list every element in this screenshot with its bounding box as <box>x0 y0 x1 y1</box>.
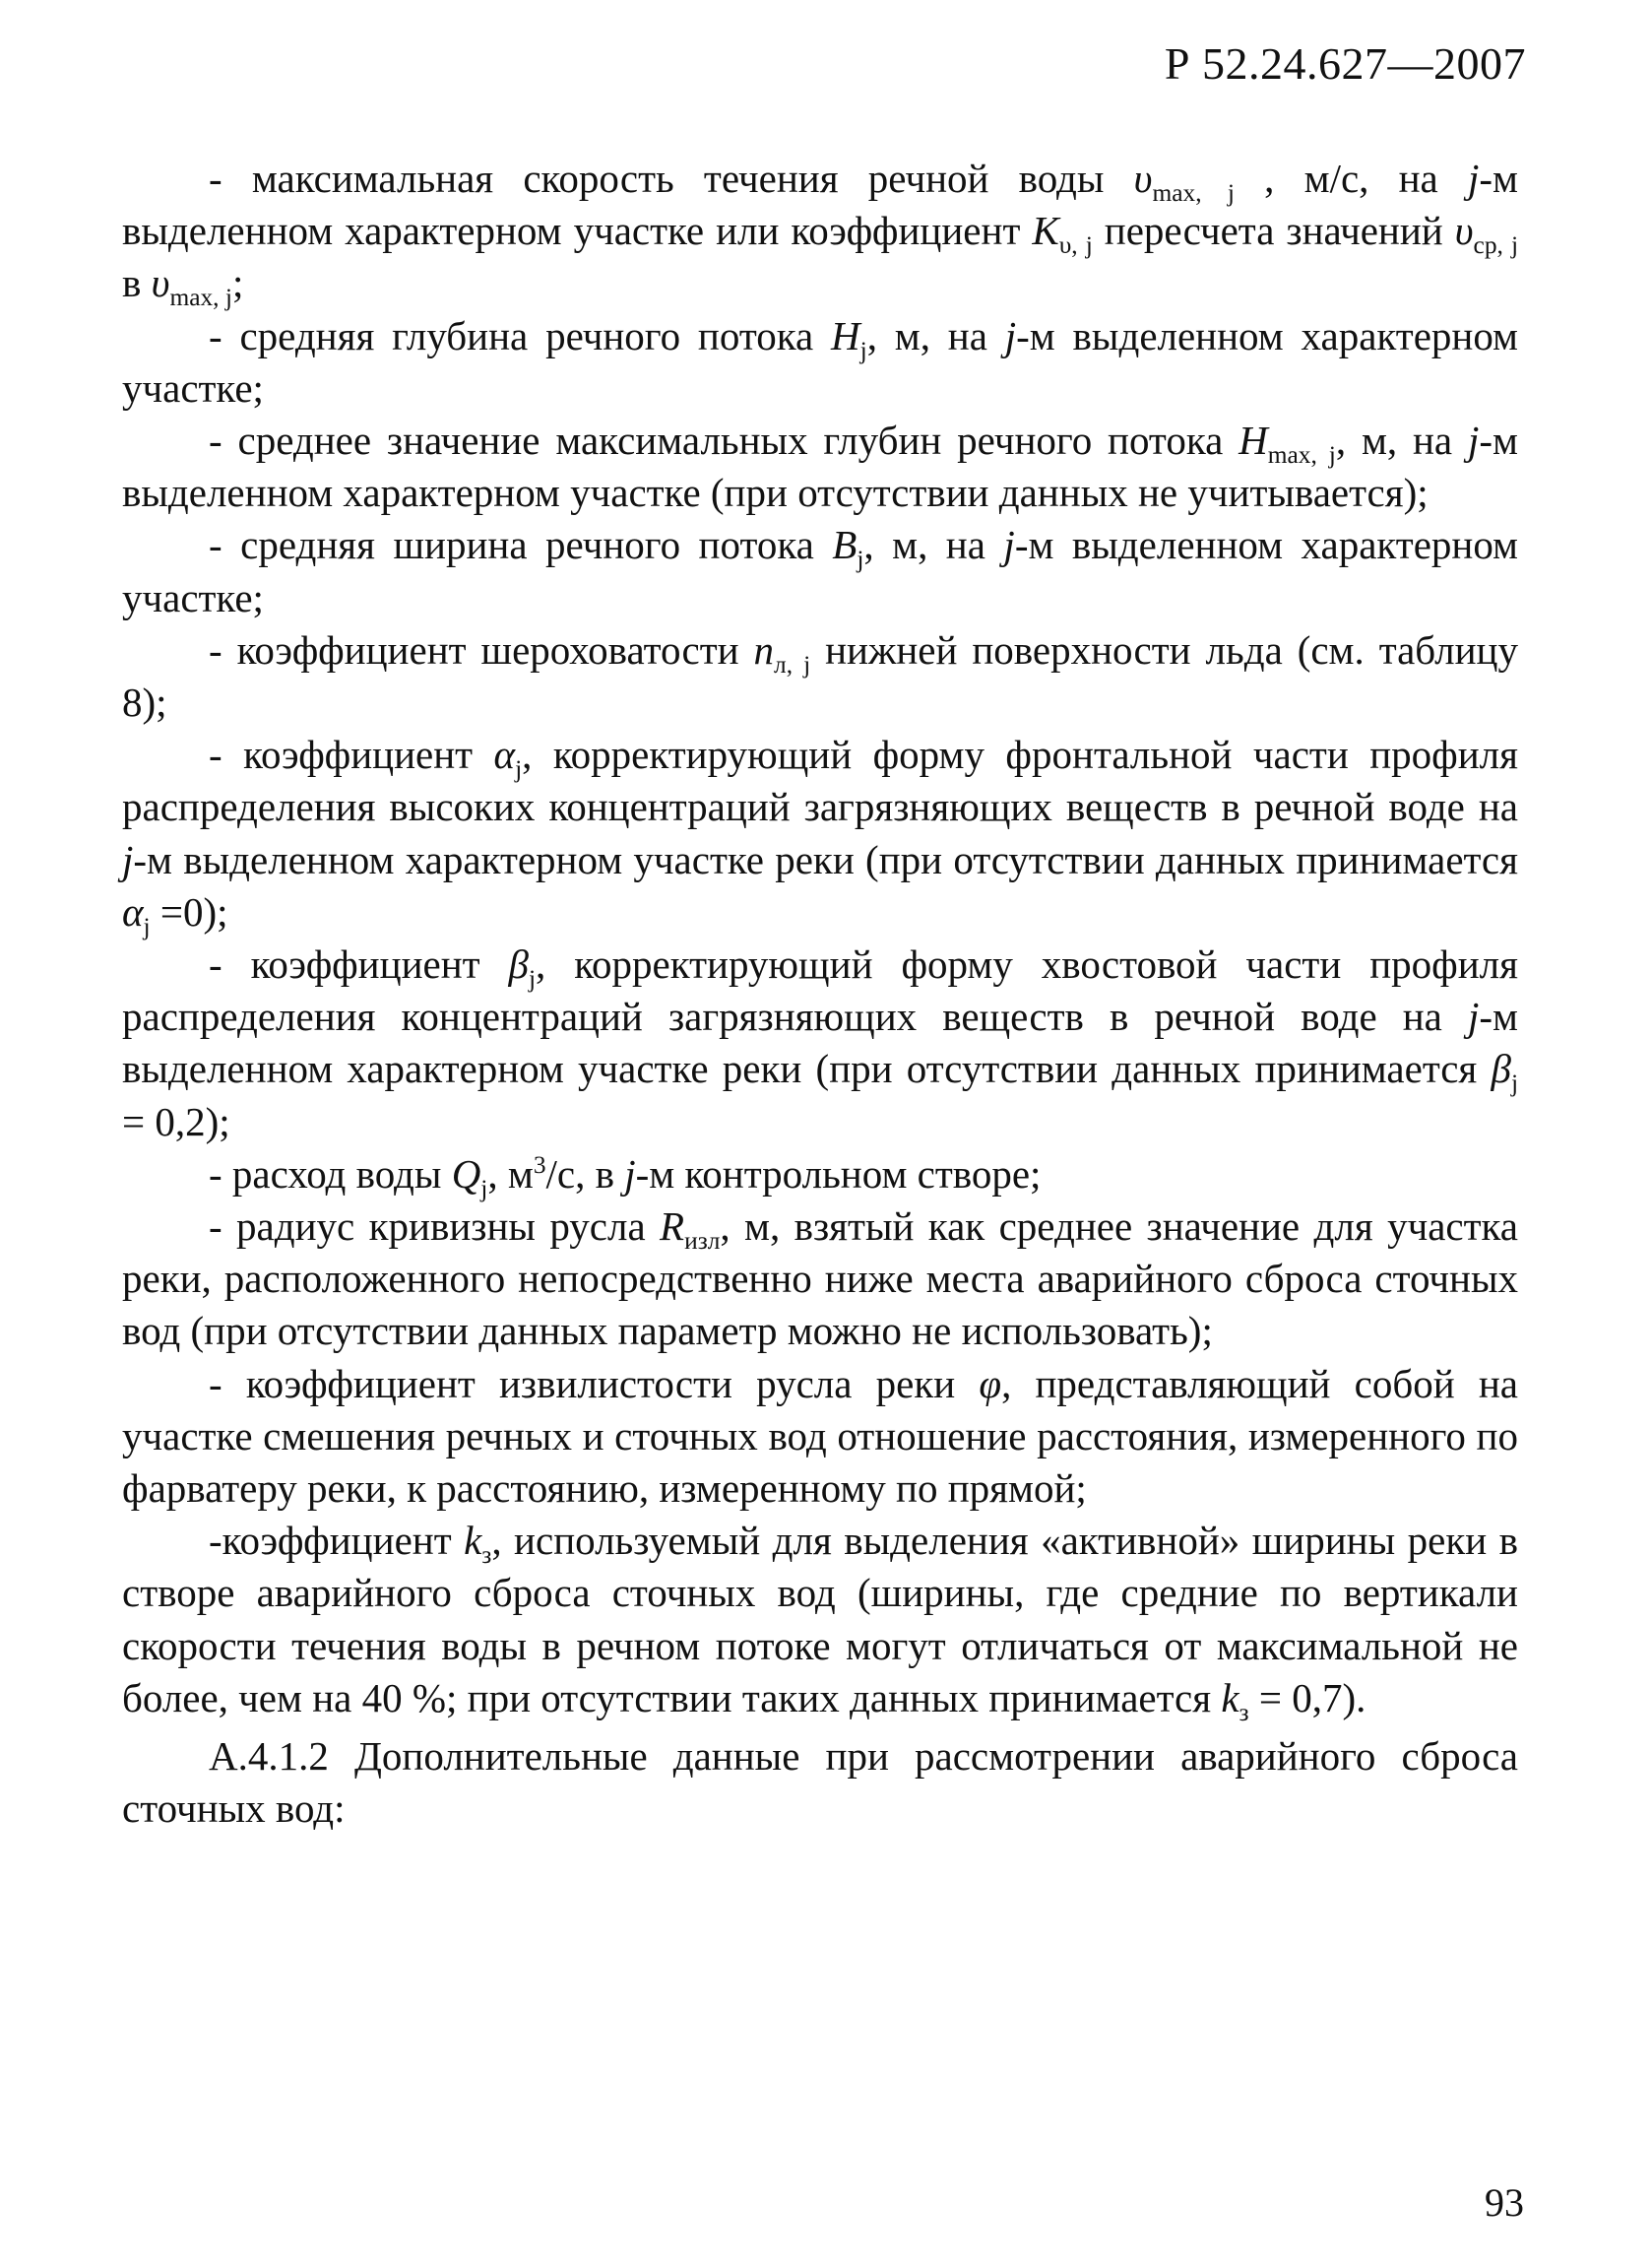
text-run: - коэффициент <box>209 941 509 988</box>
math-symbol: K <box>1032 208 1059 254</box>
math-subscript: изл <box>684 1226 721 1255</box>
math-symbol: k <box>1221 1674 1239 1720</box>
paragraph-roughness <box>122 624 1518 729</box>
math-symbol: β <box>1491 1046 1511 1092</box>
math-subscript: з <box>481 1541 492 1570</box>
math-symbol: υ <box>1133 156 1153 201</box>
paragraph-discharge <box>122 1148 1518 1200</box>
math-superscript: 3 <box>533 1150 546 1179</box>
text-run: пересчета значений <box>1092 208 1455 254</box>
section-heading-a412 <box>122 1730 1518 1835</box>
paragraph-active-width <box>122 1515 1518 1724</box>
math-symbol: φ <box>979 1360 1002 1406</box>
math-subscript: j <box>515 755 523 784</box>
text-run: /с, в <box>545 1150 625 1197</box>
text-run: - максимальная скорость течения речной воды <box>209 156 1134 201</box>
text-run: -м выделенном характерном участке реки (при отсутствии данных принимается <box>122 994 1518 1092</box>
math-symbol: k <box>464 1518 482 1564</box>
math-subscript: j <box>857 546 864 574</box>
text-run: -м контрольном створе; <box>635 1150 1042 1197</box>
math-symbol: α <box>122 888 144 935</box>
paragraph-velocity-max <box>122 153 1518 310</box>
math-subscript: л, j <box>774 650 811 679</box>
text-run: , м, на <box>863 522 1004 568</box>
math-symbol: j <box>1467 156 1480 201</box>
math-subscript: j <box>859 336 867 364</box>
text-run: -коэффициент <box>209 1518 465 1564</box>
text-run: в <box>122 260 152 306</box>
text-run: = 0,7). <box>1248 1674 1366 1720</box>
text-run: - радиус кривизны русла <box>209 1203 661 1250</box>
math-subscript: max, j <box>1152 178 1235 207</box>
math-subscript: max, j <box>1267 440 1336 469</box>
math-symbol: j <box>122 836 134 882</box>
math-subscript: max, j <box>169 284 232 312</box>
text-run: , представляющий собой на участке смешения речных и сточных вод отношение расстояния, измеренного по фарватеру реки, к расстоянию, измеренному по прямой; <box>122 1360 1518 1512</box>
paragraph-beta-coefficient <box>122 939 1518 1148</box>
text-run: -м выделенном характерном участке; <box>122 522 1518 620</box>
math-subscript: j <box>528 964 536 993</box>
text-run: - коэффициент <box>209 732 494 778</box>
math-symbol: j <box>1467 994 1480 1040</box>
paragraph-sinuosity <box>122 1358 1518 1516</box>
text-run: - средняя ширина речного потока <box>209 522 833 568</box>
text-run: , м, взятый как среднее значение для участка реки, расположенного непосредственно ниже места аварийного сброса сточных вод (при отсутствии данных параметр можно не использовать); <box>122 1203 1519 1354</box>
math-subscript: j <box>480 1174 488 1202</box>
math-symbol: j <box>624 1150 636 1197</box>
text-run: А.4.1.2 Дополнительные данные при рассмотрении аварийного сброса сточных вод: <box>122 1733 1518 1832</box>
math-subscript: j <box>1510 1069 1518 1098</box>
text-run: = 0,2); <box>122 1098 230 1144</box>
text-run: , используемый для выделения «активной» ширины реки в створе аварийного сброса сточных вод (ширины, где средние по вертикали скорости течения воды в речном потоке могут отличаться от максимальной не более, чем на 40 %; при отсутствии таких данных принимается <box>122 1518 1519 1720</box>
text-run: -м выделенном характерном участке; <box>122 312 1518 411</box>
text-run: -м выделенном характерном участке или коэффициент <box>122 156 1518 254</box>
math-subscript: j <box>143 912 151 940</box>
math-symbol: j <box>1003 522 1015 568</box>
text-run: - среднее значение максимальных глубин речного потока <box>209 418 1239 464</box>
math-symbol: H <box>1239 418 1268 464</box>
math-symbol: n <box>753 626 775 673</box>
math-symbol: B <box>832 522 858 568</box>
math-symbol: H <box>831 312 860 358</box>
math-symbol: β <box>508 941 529 988</box>
math-symbol: υ <box>1454 208 1474 254</box>
text-run: , м, на <box>1335 418 1468 464</box>
page-number: 93 <box>1485 2180 1524 2225</box>
math-symbol: α <box>493 732 516 778</box>
math-subscript: υ, j <box>1058 231 1093 260</box>
math-symbol: Q <box>451 1150 481 1197</box>
text-run: , корректирующий форму фронтальной части профиля распределения высоких концентраций загрязняющих веществ в речной воде на <box>122 732 1519 830</box>
text-run: -м выделенном характерном участке (при отсутствии данных не учитывается); <box>122 418 1518 516</box>
document-number: Р 52.24.627—2007 <box>1164 38 1526 89</box>
body-text <box>122 153 1518 1836</box>
paragraph-mean-width <box>122 519 1518 623</box>
text-run: , м, на <box>866 312 1005 358</box>
text-run: - коэффициент извилистости русла реки <box>209 1360 980 1406</box>
text-run: - средняя глубина речного потока <box>209 312 832 358</box>
text-run: , м/с, на <box>1234 156 1468 201</box>
text-run: -м выделенном характерном участке реки (при отсутствии данных принимается <box>133 836 1518 882</box>
math-subscript: з <box>1239 1698 1249 1726</box>
math-symbol: j <box>1467 418 1480 464</box>
math-symbol: υ <box>151 260 170 306</box>
text-run: - коэффициент шероховатости <box>209 626 754 673</box>
paragraph-mean-depth <box>122 310 1518 415</box>
text-run: =0); <box>150 888 228 935</box>
paragraph-max-depth <box>122 415 1518 519</box>
math-subscript: cp, j <box>1473 231 1519 260</box>
text-run: - расход воды <box>209 1150 452 1197</box>
math-symbol: R <box>660 1203 685 1250</box>
text-run: нижней поверхности льда (см. таблицу 8); <box>122 626 1518 726</box>
paragraph-curvature-radius <box>122 1200 1518 1358</box>
text-run: ; <box>231 260 244 306</box>
text-run: , м <box>487 1150 534 1197</box>
text-run: , корректирующий форму хвостовой части профиля распределения концентраций загрязняющих веществ в речной воде на <box>122 941 1519 1040</box>
math-symbol: j <box>1004 312 1017 358</box>
paragraph-alpha-coefficient <box>122 729 1518 939</box>
